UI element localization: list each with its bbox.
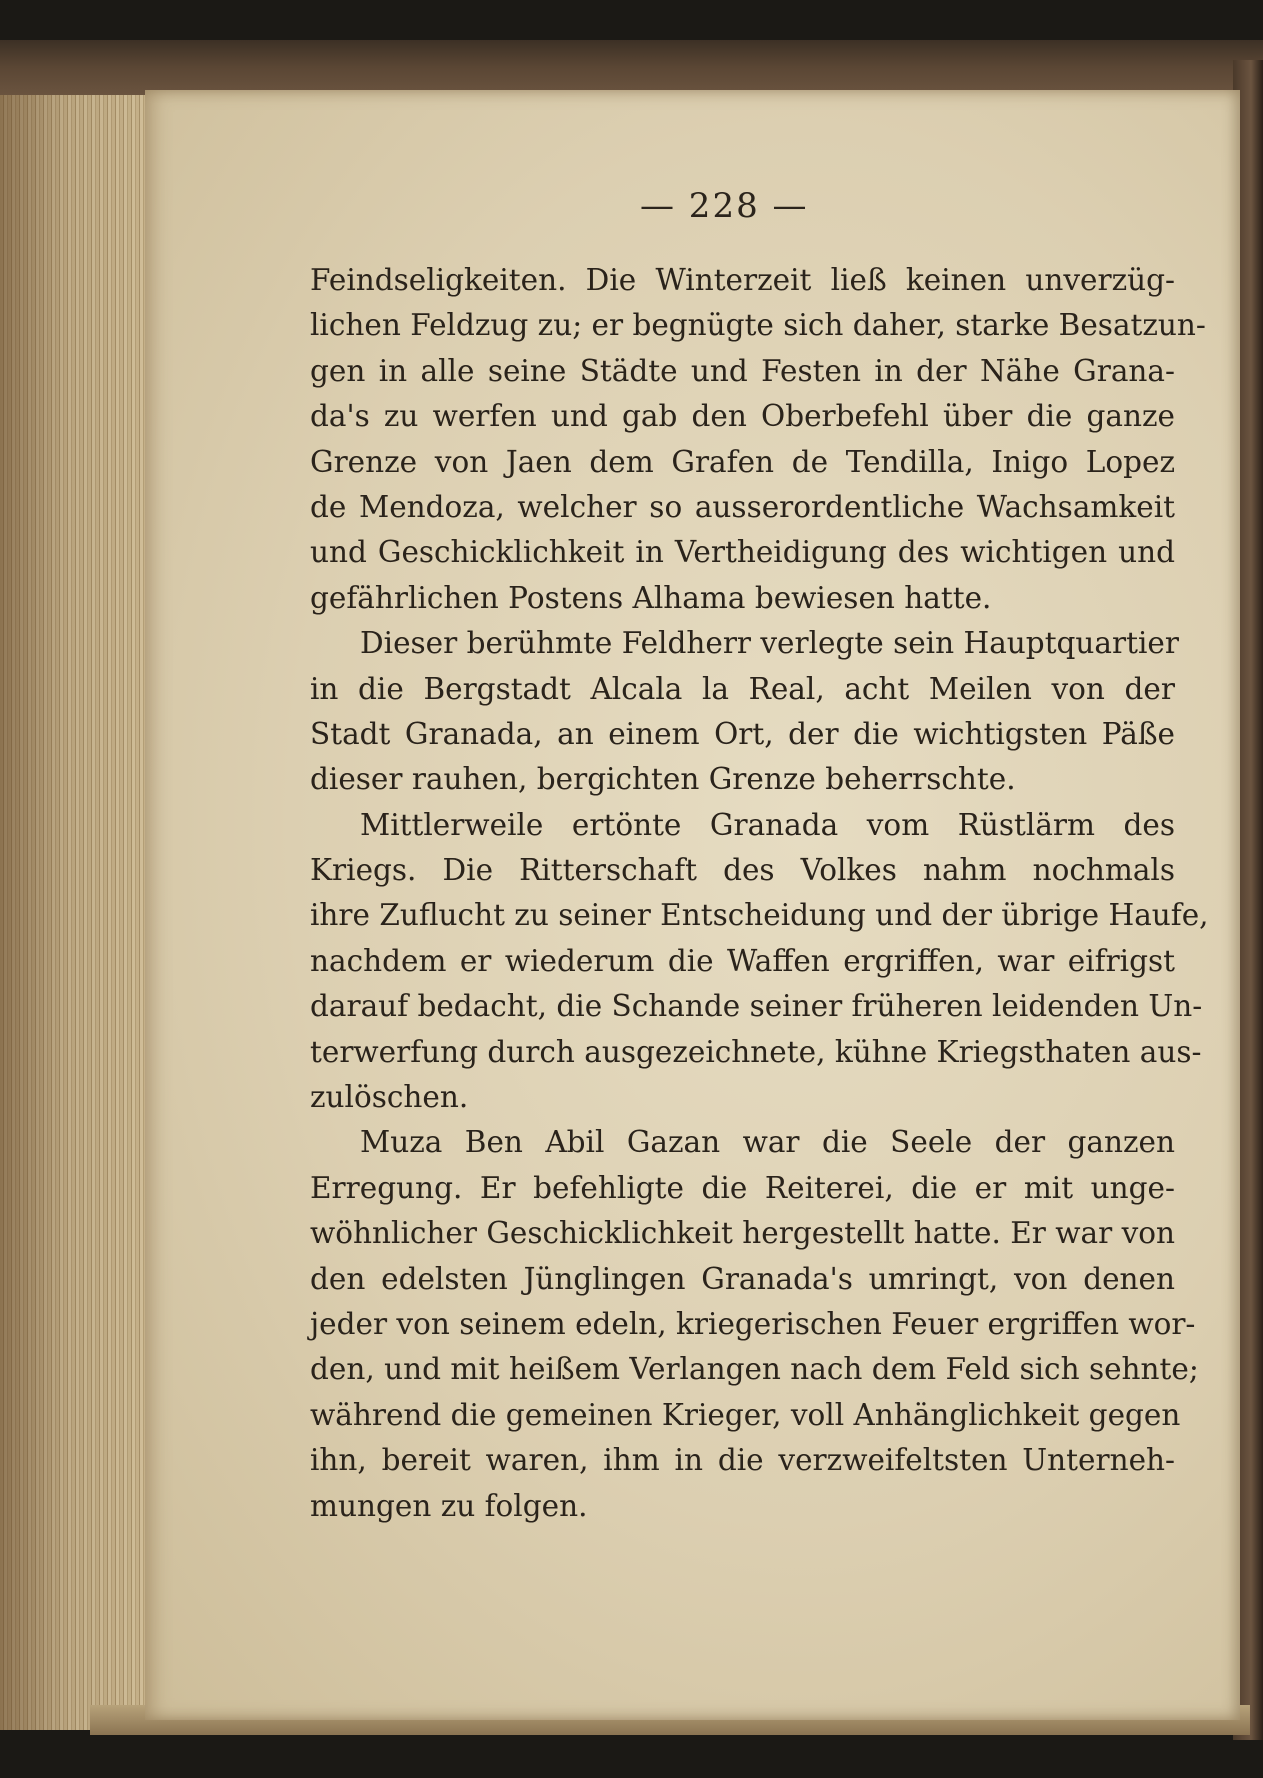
text-line: mungen zu folgen. <box>310 1488 588 1523</box>
body-text <box>310 258 1209 1529</box>
text-line: lichen Feldzug zu; er begnügte sich daher, starke Besatzun- <box>310 308 1206 343</box>
text-line: während die gemeinen Krieger, voll Anhänglichkeit gegen <box>310 1397 1181 1432</box>
page-number: — 228 — <box>640 186 809 226</box>
text-line: ihre Zuflucht zu seiner Entscheidung und der übrige Haufe, <box>310 898 1209 933</box>
text-line: zulöschen. <box>310 1080 469 1115</box>
text-line: gefährlichen Postens Alhama bewiesen hatte. <box>310 580 992 615</box>
text-line: Feindseligkeiten. Die Winterzeit ließ keinen unverzüg- <box>310 263 1175 297</box>
text-line: den, und mit heißem Verlangen nach dem Feld sich sehnte; <box>310 1352 1199 1387</box>
text-line: den edelsten Jünglingen Granada's umringt, von denen <box>310 1261 1175 1296</box>
text-line: wöhnlicher Geschicklichkeit hergestellt hatte. Er war von <box>310 1216 1175 1251</box>
text-line: Mittlerweile ertönte Granada vom Rüstlärm des <box>360 807 1175 842</box>
text-line: Erregung. Er befehligte die Reiterei, die er mit unge- <box>310 1170 1175 1205</box>
text-line: und Geschicklichkeit in Vertheidigung des wichtigen und <box>310 535 1175 570</box>
text-line: terwerfung durch ausgezeichnete, kühne Kriegsthaten aus- <box>310 1034 1202 1069</box>
text-line: Dieser berühmte Feldherr verlegte sein Hauptquartier <box>360 626 1179 661</box>
text-line: dieser rauhen, bergichten Grenze beherrschte. <box>310 762 1016 797</box>
text-line: da's zu werfen und gab den Oberbefehl über die ganze <box>310 399 1175 434</box>
text-line: gen in alle seine Städte und Festen in der Nähe Grana- <box>310 353 1175 388</box>
text-line: Kriegs. Die Ritterschaft des Volkes nahm nochmals <box>310 853 1175 888</box>
text-line: jeder von seinem edeln, kriegerischen Feuer ergriffen wor- <box>310 1306 1196 1341</box>
text-line: darauf bedacht, die Schande seiner früheren leidenden Un- <box>310 989 1203 1024</box>
text-line: de Mendoza, welcher so ausserordentliche Wachsamkeit <box>310 489 1175 524</box>
text-line: in die Bergstadt Alcala la Real, acht Meilen von der <box>310 671 1175 706</box>
text-line: ihn, bereit waren, ihm in die verzweifeltsten Unterneh- <box>310 1443 1175 1478</box>
text-line: Grenze von Jaen dem Grafen de Tendilla, Inigo Lopez <box>310 444 1175 479</box>
text-line: nachdem er wiederum die Waffen ergriffen, war eifrigst <box>310 943 1175 978</box>
text-line: Muza Ben Abil Gazan war die Seele der ganzen <box>360 1125 1175 1160</box>
text-line: Stadt Granada, an einem Ort, der die wichtigsten Päße <box>310 716 1175 751</box>
